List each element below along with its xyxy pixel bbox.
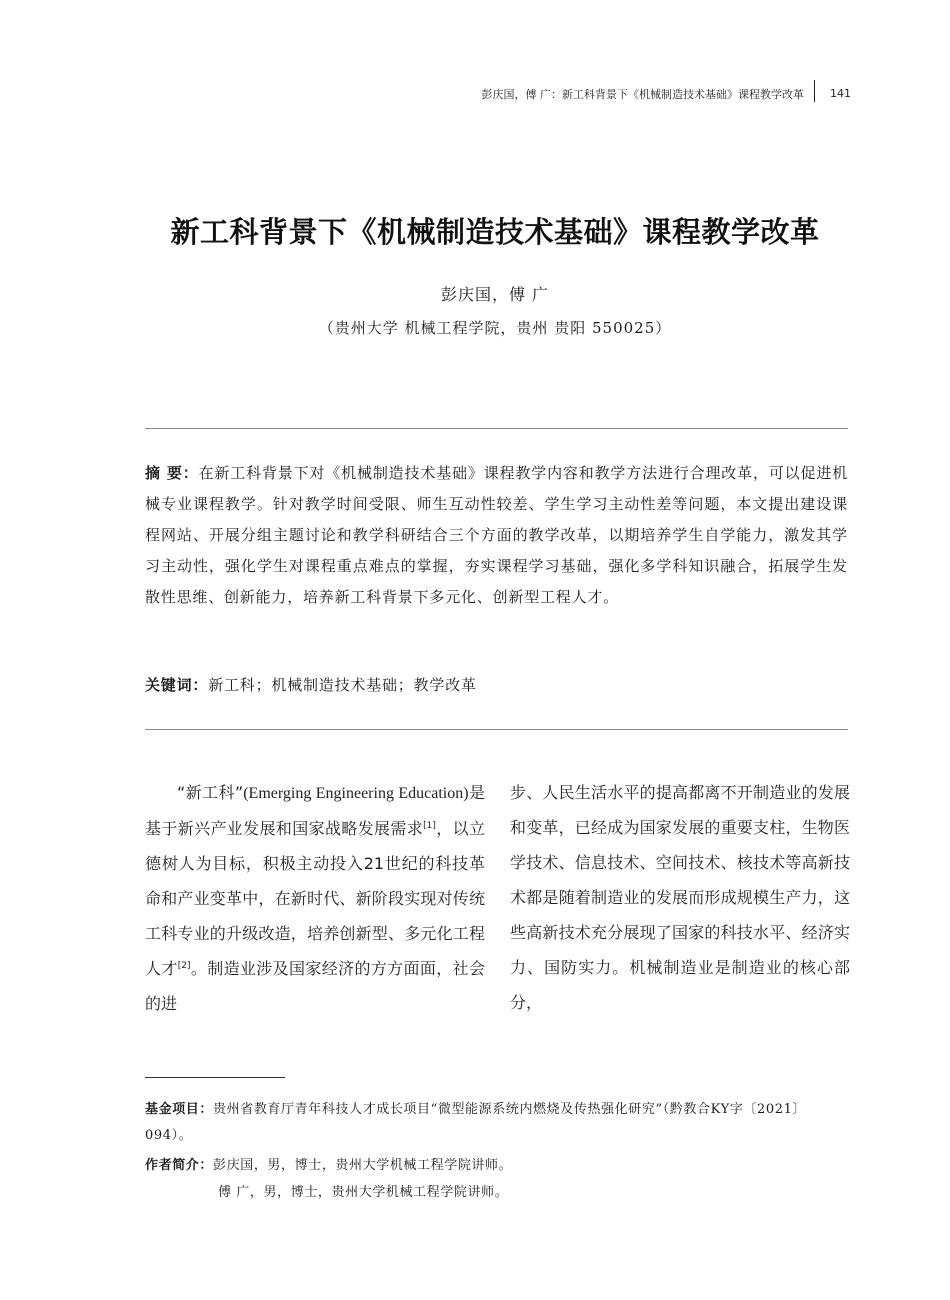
abstract [145,458,848,613]
paper-title: 新工科背景下《机械制造技术基础》课程教学改革 [170,215,820,249]
body-text-3: ，以立德树人为目标，积极主动投入21世纪的科技革命和产业变革中，在新时代、新阶段实现对传统工科专业的升级改造，培养创新型、多元化工程人才 [145,819,485,978]
fund-text: 贵州省教育厅青年科技人才成长项目“微型能源系统内燃烧及传热强化研究”（黔教合KY字〔2021〕094）。 [145,1102,807,1143]
author-1-bio: 彭庆国，男，博士，贵州大学机械工程学院讲师。 [213,1158,513,1173]
abstract-label: 摘 要： [145,464,199,482]
abstract-bottom-rule [145,729,848,730]
author-label: 作者简介： [145,1158,214,1173]
running-head-divider [814,80,815,102]
keywords [145,674,848,695]
body-text-4: 。制造业涉及国家经济的方方面面，社会的进 [145,959,485,1013]
body-right-column: 步、人民生活水平的提高都离不开制造业的发展和变革，已经成为国家发展的重要支柱，生物医学技术、信息技术、空间技术、核技术等高新技术都是随着制造业的发展而形成规模生产力，这些高新技术充分展现了国家的科技水平、经济实力、国防实力。机械制造业是制造业的核心部分， [510,783,850,1012]
body-latin-term: (Emerging Engineering Education) [243,785,469,802]
fund-label: 基金项目： [145,1102,214,1117]
abstract-top-rule [145,428,848,429]
running-head [0,84,950,106]
keywords-label: 关键词： [145,676,209,694]
keywords-text: 新工科；机械制造技术基础；教学改革 [208,676,477,694]
footnote-rule [145,1077,285,1078]
citation-1: [1] [423,821,436,831]
body-text-1: “新工科” [177,783,244,802]
citation-2: [2] [177,961,191,971]
body-left-column [145,775,485,1021]
footnote-author [145,1153,848,1179]
running-head-text: 彭庆国，傅 广：新工科背景下《机械制造技术基础》课程教学改革 [481,88,804,101]
page-number: 141 [830,87,851,100]
abstract-text: 在新工科背景下对《机械制造技术基础》课程教学内容和教学方法进行合理改革，可以促进机械专业课程教学。针对教学时间受限、师生互动性较差、学生学习主动性差等问题，本文提出建设课程网站、开展分组主题讨论和教学科研结合三个方面的教学改革，以期培养学生自学能力，激发其学习主动性，强化学生对课程重点难点的掌握，夯实课程学习基础，强化多学科知识融合，拓展学生发散性思维、创新能力，培养新工科背景下多元化、创新型工程人才。 [145,464,848,606]
affiliation: （贵州大学 机械工程学院，贵州 贵阳 550025） [318,319,672,337]
authors: 彭庆国，傅 广 [440,285,550,304]
footnote-fund [145,1097,848,1149]
author-2-bio: 傅 广，男，博士，贵州大学机械工程学院讲师。 [218,1185,509,1200]
body-text-2: 是基于新兴产业发展和国家战略发展需求 [145,783,485,838]
